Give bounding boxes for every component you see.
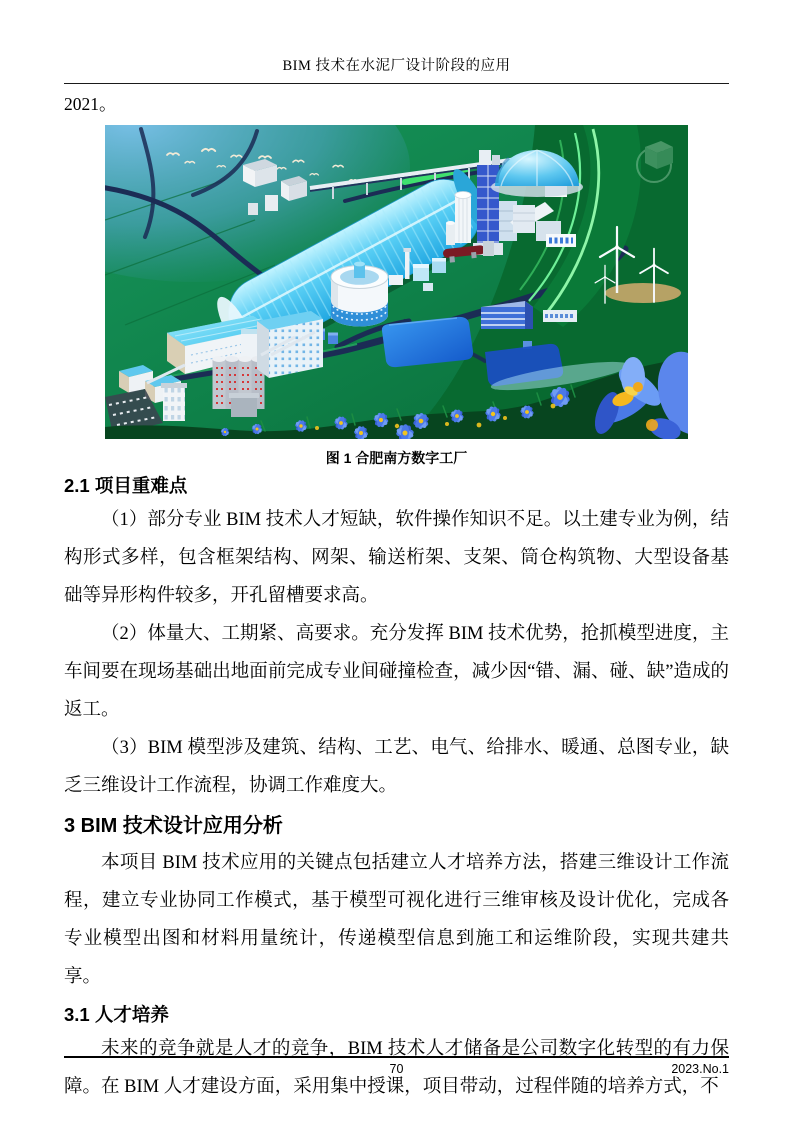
paragraph-2-1-item3: （3）BIM 模型涉及建筑、结构、工艺、电气、给排水、暖通、总图专业，缺乏三维设计工作流程，协调工作难度大。 <box>64 738 729 796</box>
factory-illustration <box>105 125 688 439</box>
page-footer <box>64 1056 729 1082</box>
figure-caption: 图 1 合肥南方数字工厂 <box>325 450 468 466</box>
paragraph-2-1-item2: （2）体量大、工期紧、高要求。充分发挥 BIM 技术优势，抢抓模型进度，主车间要在现场基础出地面前完成专业间碰撞检查，减少因“错、漏、碰、缺”造成的返工。 <box>64 624 729 720</box>
paragraph-3-1: 未来的竞争就是人才的竞争，BIM 技术人才储备是公司数字化转型的有力保障。在 BIM 人才建设方面，采用集中授课，项目带动，过程伴随的培养方式，不 <box>64 1039 729 1097</box>
kiln-hood <box>483 241 494 256</box>
intro-paragraph: 2021。 <box>64 94 117 114</box>
paragraph-3: 本项目 BIM 技术应用的关键点包括建立人才培养方法，搭建三维设计工作流程，建立专业协同工作模式，基于模型可视化进行三维审核及设计优化，完成各专业模型出图和材料用量统计，传递模型信息到施工和运维阶段，实现共建共享。 <box>64 853 729 987</box>
section-heading-3-1: 3.1 人才培养 <box>64 1004 169 1025</box>
issue-label: 2023.No.1 <box>671 1062 729 1076</box>
page-number: 70 <box>389 1062 404 1076</box>
paragraph-2-1-item1: （1）部分专业 BIM 技术人才短缺，软件操作知识不足。以土建专业为例，结构形式多样，包含框架结构、网架、输送桁架、支架、筒仓构筑物、大型设备基础等异形构件较多，开孔留槽要求高。 <box>64 510 729 606</box>
running-head-title: BIM 技术在水泥厂设计阶段的应用 <box>64 0 729 84</box>
section-heading-2-1: 2.1 项目重难点 <box>64 475 188 496</box>
blending-silo <box>331 262 388 327</box>
section-heading-3: 3 BIM 技术设计应用分析 <box>64 815 283 837</box>
figure-1 <box>64 125 729 467</box>
